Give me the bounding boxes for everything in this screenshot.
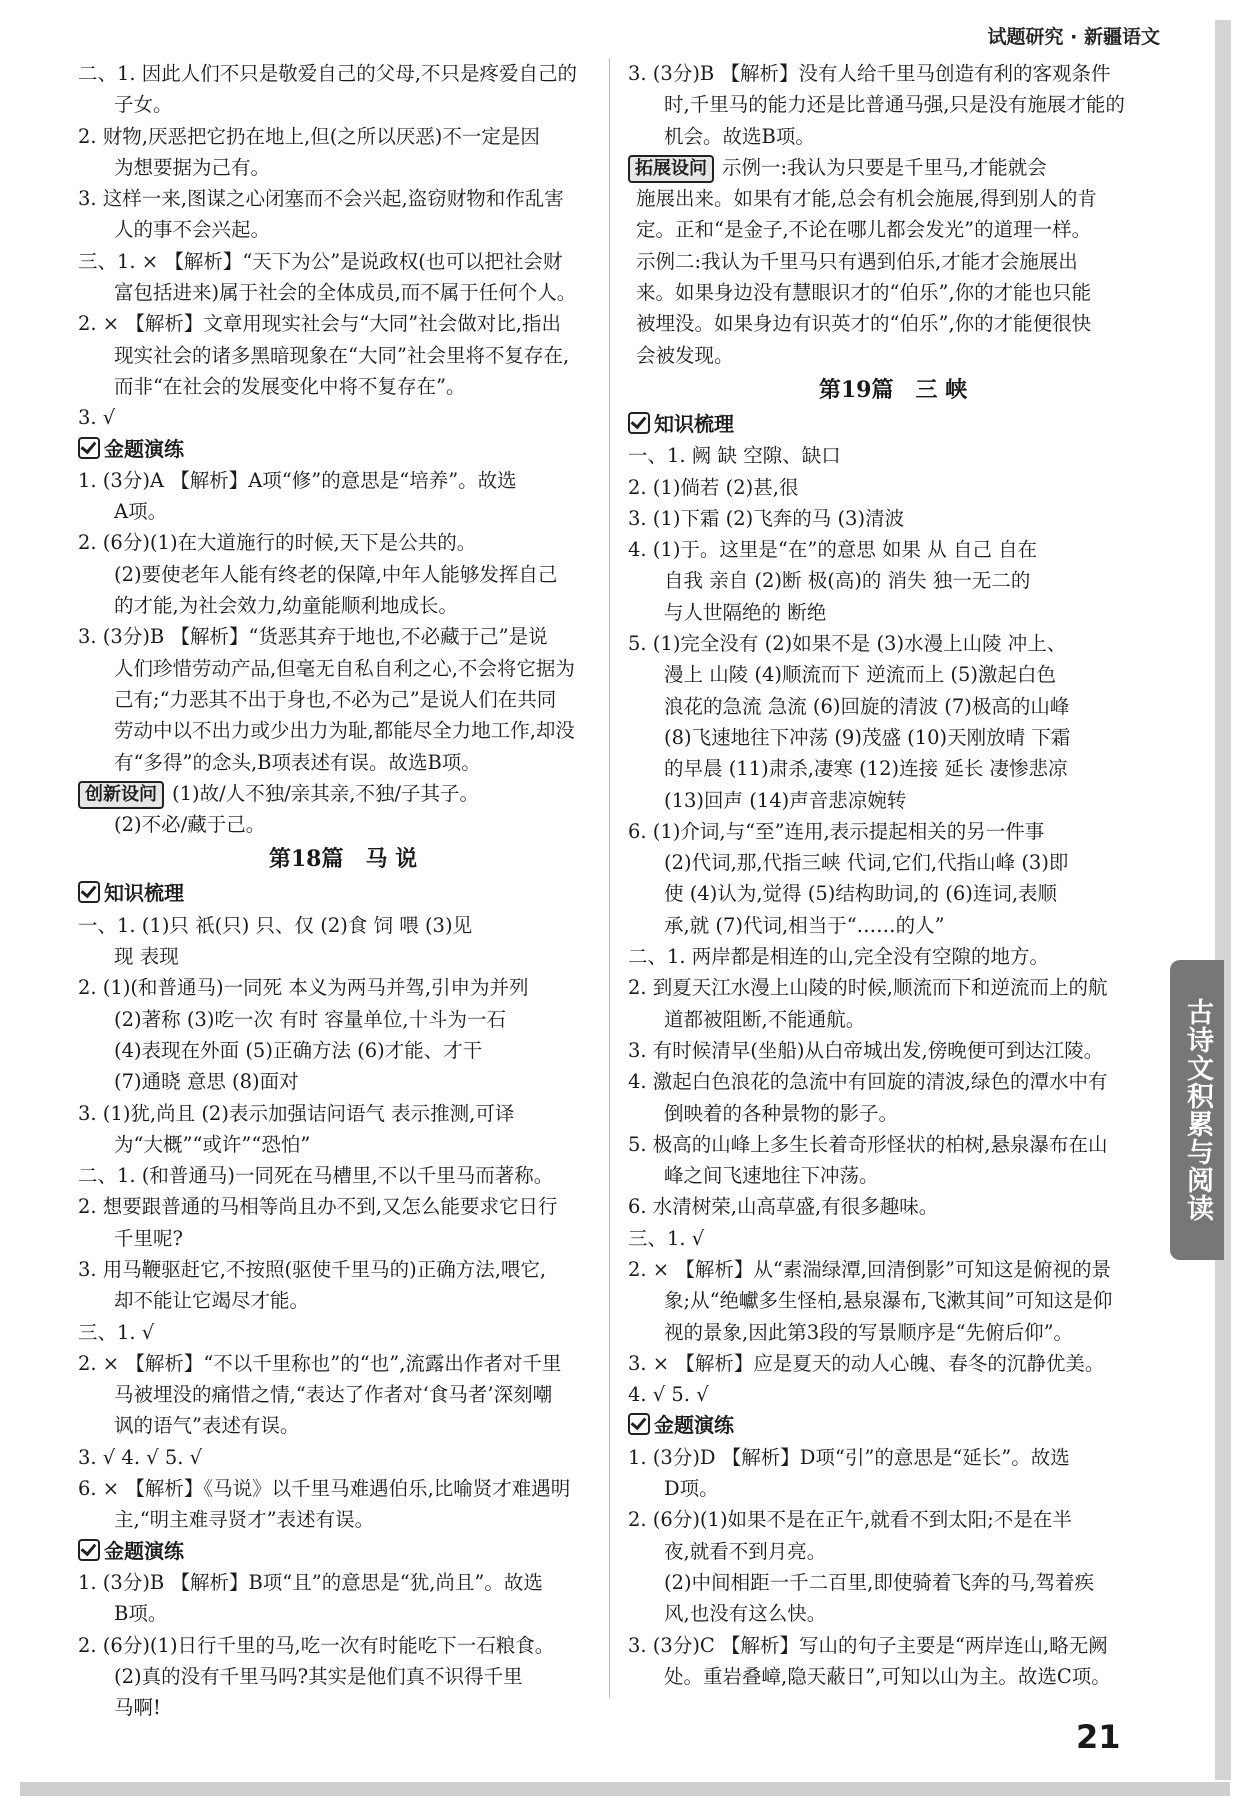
answer-text: (1)故/人不独/亲其亲,不独/子其子。	[172, 781, 480, 805]
answer-line: 5. (1)完全没有 (2)如果不是 (3)水漫上山陵 冲上、	[628, 632, 1067, 656]
page-bottom-edge	[20, 1782, 1230, 1796]
check-icon	[628, 412, 650, 434]
answer-line: 机会。故选B项。	[664, 124, 815, 148]
check-icon	[78, 1539, 100, 1561]
article-title: 第18篇 马 说	[268, 846, 418, 873]
answer-line: 风,也没有这么快。	[664, 1602, 827, 1626]
answer-line: 3. (3分)B 【解析】“货恶其弃于地也,不必藏于己”是说	[78, 625, 548, 649]
answer-line: 使 (4)认为,觉得 (5)结构助词,的 (6)连词,表顺	[664, 882, 1058, 906]
section-heading-text: 金题演练	[654, 1413, 734, 1438]
answer-line: (2)要使老年人能有终老的保障,中年人能够发挥自己	[114, 562, 558, 586]
answer-line: 马被埋没的痛惜之情,“表达了作者对‘食马者’深刻嘲	[114, 1383, 553, 1407]
answer-line: 二、1. (和普通马)一同死在马槽里,不以千里马而著称。	[78, 1164, 554, 1188]
answer-line: 时,千里马的能力还是比普通马强,只是没有施展才能的	[664, 93, 1125, 117]
check-icon	[78, 881, 100, 903]
answer-line: 3. 有时候清早(坐船)从白帝城出发,傍晚便可到达江陵。	[628, 1038, 1104, 1062]
answer-line: 3. (1)犹,尚且 (2)表示加强诘问语气 表示推测,可译	[78, 1101, 515, 1125]
answer-line: 一、1. 阙 缺 空隙、缺口	[628, 444, 841, 468]
answer-line: 倒映着的各种景物的影子。	[664, 1101, 899, 1125]
answer-line: 的才能,为社会效力,幼童能顺利地成长。	[114, 594, 458, 618]
answer-line: 视的景象,因此第3段的写景顺序是“先俯后仰”。	[664, 1320, 1074, 1344]
answer-line: (7)通晓 意思 (8)面对	[114, 1070, 299, 1094]
answer-line	[78, 778, 608, 809]
answer-line: 己有;“力恶其不出于身也,不必为己”是说人们在共同	[114, 687, 557, 711]
answer-line: 3. 用马鞭驱赶它,不按照(驱使千里马的)正确方法,喂它,	[78, 1257, 547, 1281]
right-column	[628, 58, 1158, 1692]
answer-line: 为“大概”“或许”“恐怕”	[114, 1132, 311, 1156]
answer-line: 2. × 【解析】“不以千里称也”的“也”,流露出作者对千里	[78, 1351, 562, 1375]
answer-line: 3. × 【解析】应是夏天的动人心魄、春冬的沉静优美。	[628, 1351, 1105, 1375]
answer-line: 子女。	[114, 93, 173, 117]
answer-line: 浪花的急流 急流 (6)回旋的清波 (7)极高的山峰	[664, 694, 1070, 718]
column-divider	[609, 58, 610, 1698]
page-header: 试题研究 · 新疆语文	[987, 26, 1160, 48]
answer-line: 2. (1)倘若 (2)甚,很	[628, 475, 799, 499]
answer-line: 2. (6分)(1)在大道施行的时候,天下是公共的。	[78, 531, 477, 555]
answer-line: 2. 到夏天江水漫上山陵的时候,顺流而下和逆流而上的航	[628, 976, 1108, 1000]
answer-line: 6. 水清树荣,山高草盛,有很多趣味。	[628, 1195, 939, 1219]
answer-line: 4. (1)于。这里是“在”的意思 如果 从 自己 自在	[628, 538, 1038, 562]
answer-line: 人们珍惜劳动产品,但毫无自私自利之心,不会将它据为	[114, 656, 575, 680]
answer-line: 3. 这样一来,图谋之心闭塞而不会兴起,盗窃财物和作乱害	[78, 187, 564, 211]
check-icon	[78, 437, 100, 459]
answer-line: (13)回声 (14)声音悲凉婉转	[664, 788, 907, 812]
section-heading-text: 知识梳理	[654, 411, 734, 436]
answer-line: 现实社会的诸多黑暗现象在“大同”社会里将不复存在,	[114, 343, 570, 367]
answer-line: 自我 亲自 (2)断 极(高)的 消失 独一无二的	[664, 569, 1031, 593]
answer-line: (8)飞速地往下冲荡 (9)茂盛 (10)天刚放晴 下霜	[664, 725, 1071, 749]
answer-line: 与人世隔绝的 断绝	[664, 600, 827, 624]
answer-line: 千里呢?	[114, 1226, 183, 1250]
answer-line: 3. (3分)C 【解析】写山的句子主要是“两岸连山,略无阙	[628, 1633, 1108, 1657]
answer-line: 夜,就看不到月亮。	[664, 1539, 827, 1563]
answer-line: 2. 想要跟普通的马相等尚且办不到,又怎么能要求它日行	[78, 1195, 558, 1219]
answer-line: 1. (3分)D 【解析】D项“引”的意思是“延长”。故选	[628, 1445, 1070, 1469]
answer-line: B项。	[114, 1602, 168, 1626]
answer-line: 2. (6分)(1)如果不是在正午,就看不到太阳;不是在半	[628, 1508, 1072, 1532]
answer-line: 劳动中以不出力或少出力为耻,都能尽全力地工作,却没	[114, 719, 575, 743]
answer-line: 二、1. 因此人们不只是敬爱自己的父母,不只是疼爱自己的	[78, 62, 578, 85]
answer-line: 3. (3分)B 【解析】没有人给千里马创造有利的客观条件	[628, 62, 1111, 85]
answer-line: (2)中间相距一千二百里,即使骑着飞奔的马,驾着疾	[664, 1570, 1095, 1594]
answer-line: 被埋没。如果身边有识英才的“伯乐”,你的才能便很快	[636, 312, 1092, 336]
answer-line: 马啊!	[114, 1696, 161, 1720]
answer-text: 示例一:我认为只要是千里马,才能就会	[722, 155, 1047, 179]
answer-line: 有“多得”的念头,B项表述有误。故选B项。	[114, 750, 481, 774]
answer-line: A项。	[114, 500, 168, 524]
answer-line: 漫上 山陵 (4)顺流而下 逆流而上 (5)激起白色	[664, 663, 1057, 687]
answer-line: 却不能让它竭尽才能。	[114, 1289, 310, 1313]
answer-line: 4. √ 5. √	[628, 1383, 709, 1407]
answer-line: 示例二:我认为千里马只有遇到伯乐,才能才会施展出	[636, 249, 1078, 273]
answer-line	[628, 152, 1158, 183]
answer-line: 2. (6分)(1)日行千里的马,吃一次有时能吃下一石粮食。	[78, 1633, 555, 1657]
answer-line: 的早晨 (11)肃杀,凄寒 (12)连接 延长 凄惨悲凉	[664, 757, 1068, 781]
answer-line: (2)不必/藏于己。	[114, 813, 266, 837]
answer-line: (2)真的没有千里马吗?其实是他们真不识得千里	[114, 1664, 523, 1688]
section-heading-text: 金题演练	[104, 436, 184, 461]
section-heading	[78, 878, 608, 909]
answer-line: 道都被阻断,不能通航。	[664, 1007, 866, 1031]
answer-line: 三、1. × 【解析】“天下为公”是说政权(也可以把社会财	[78, 249, 563, 273]
answer-line: 来。如果身边没有慧眼识才的“伯乐”,你的才能也只能	[636, 281, 1092, 305]
answer-line: (2)代词,那,代指三峡 代词,它们,代指山峰 (3)即	[664, 851, 1069, 875]
answer-line: 一、1. (1)只 祇(只) 只、仅 (2)食 饲 喂 (3)见	[78, 913, 473, 937]
question-tag: 拓展设问	[628, 155, 714, 183]
answer-line: 2. 财物,厌恶把它扔在地上,但(之所以厌恶)不一定是因	[78, 124, 540, 148]
answer-line: (4)表现在外面 (5)正确方法 (6)才能、才干	[114, 1038, 483, 1062]
page-edge	[1215, 20, 1231, 1780]
section-heading-text: 金题演练	[104, 1538, 184, 1563]
answer-line: 承,就 (7)代词,相当于“……的人”	[664, 913, 945, 937]
section-tab: 古诗文积累与阅读	[1170, 960, 1224, 1260]
answer-line: 象;从“绝巘多生怪柏,悬泉瀑布,飞漱其间”可知这是仰	[664, 1289, 1113, 1313]
answer-line: 2. × 【解析】从“素湍绿潭,回清倒影”可知这是俯视的景	[628, 1257, 1111, 1281]
answer-line: D项。	[664, 1477, 719, 1501]
answer-line: (2)著称 (3)吃一次 有时 容量单位,十斗为一石	[114, 1007, 507, 1031]
answer-line: 2. × 【解析】文章用现实社会与“大同”社会做对比,指出	[78, 312, 561, 336]
answer-line: 三、1. √	[78, 1320, 155, 1344]
page-number: 21	[1076, 1718, 1121, 1756]
answer-line: 讽的语气”表述有误。	[114, 1414, 300, 1438]
answer-line: 现 表现	[114, 945, 179, 969]
check-icon	[628, 1413, 650, 1435]
section-heading-text: 知识梳理	[104, 881, 184, 906]
section-heading	[628, 1410, 1158, 1441]
answer-line: 富包括进来)属于社会的全体成员,而不属于任何个人。	[114, 281, 577, 305]
left-column	[78, 58, 608, 1723]
answer-line: 3. √	[78, 406, 116, 430]
answer-line: 2. (1)(和普通马)一同死 本义为两马并驾,引申为并列	[78, 976, 529, 1000]
answer-line: 为想要据为己有。	[114, 155, 271, 179]
answer-line: 人的事不会兴起。	[114, 218, 271, 242]
answer-line: 峰之间飞速地往下冲荡。	[664, 1164, 879, 1188]
answer-line: 1. (3分)A 【解析】A项“修”的意思是“培养”。故选	[78, 468, 517, 492]
answer-line: 6. × 【解析】《马说》以千里马难遇伯乐,比喻贤才难遇明	[78, 1477, 571, 1501]
question-tag: 创新设问	[78, 781, 164, 809]
answer-line: 三、1. √	[628, 1226, 705, 1250]
answer-line: 6. (1)介词,与“至”连用,表示提起相关的另一件事	[628, 819, 1045, 843]
article-title: 第19篇 三 峡	[818, 376, 968, 403]
answer-line: 二、1. 两岸都是相连的山,完全没有空隙的地方。	[628, 945, 1050, 969]
answer-line: 3. (1)下霜 (2)飞奔的马 (3)清波	[628, 506, 905, 530]
answer-line: 1. (3分)B 【解析】B项“且”的意思是“犹,尚且”。故选	[78, 1570, 543, 1594]
answer-line: 处。重岩叠嶂,隐天蔽日”,可知以山为主。故选C项。	[664, 1664, 1111, 1688]
section-heading	[628, 409, 1158, 440]
answer-line: 定。正和“是金子,不论在哪儿都会发光”的道理一样。	[636, 218, 1092, 242]
answer-line: 主,“明主难寻贤才”表述有误。	[114, 1508, 375, 1532]
answer-line: 而非“在社会的发展变化中将不复存在”。	[114, 374, 466, 398]
answer-line: 施展出来。如果有才能,总会有机会施展,得到别人的肯	[636, 187, 1097, 211]
answer-line: 5. 极高的山峰上多生长着奇形怪状的柏树,悬泉瀑布在山	[628, 1132, 1108, 1156]
section-heading	[78, 1536, 608, 1567]
answer-line: 4. 激起白色浪花的急流中有回旋的清波,绿色的潭水中有	[628, 1070, 1108, 1094]
section-heading	[78, 434, 608, 465]
answer-line: 会被发现。	[636, 343, 734, 367]
answer-line: 3. √ 4. √ 5. √	[78, 1445, 203, 1469]
